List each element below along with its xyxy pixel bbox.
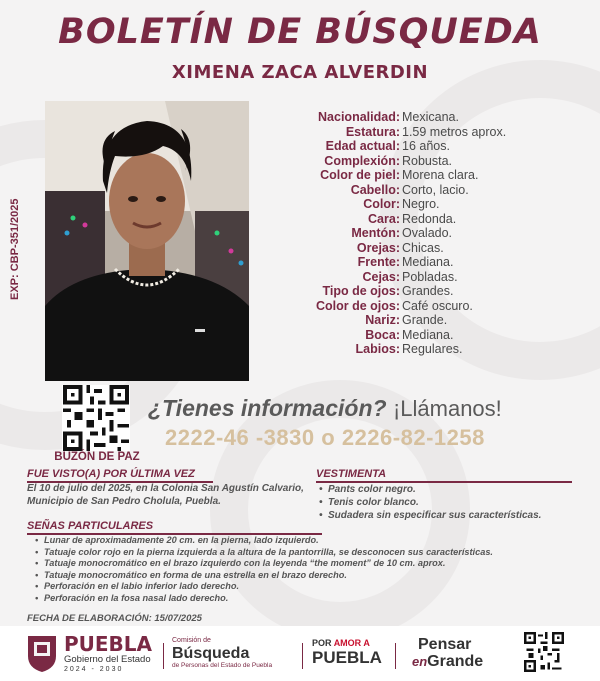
detail-row xyxy=(258,284,588,299)
detail-label: Edad actual: xyxy=(325,139,400,153)
divider xyxy=(395,643,396,669)
detail-label: Nacionalidad: xyxy=(318,110,400,124)
person-name: XIMENA ZACA ALVERDIN xyxy=(171,62,429,83)
detail-label: Color de piel: xyxy=(320,168,400,182)
marks-heading: SEÑAS PARTICULARES xyxy=(27,520,322,535)
detail-value: Robusta. xyxy=(402,153,453,168)
detail-row xyxy=(258,299,588,314)
mark-item: • Perforación en el labio inferior lado derecho. xyxy=(32,581,493,593)
last-seen-heading: FUE VISTO(A) POR ÚLTIMA VEZ xyxy=(27,468,213,483)
buzon-qr-code[interactable] xyxy=(62,385,130,451)
last-seen-text: El 10 de julio del 2025, en la Colonia San Agustín Calvario, Municipio de San Pedro Cholula, Puebla. xyxy=(27,483,304,507)
mark-item: • Lunar de aproximadamente 20 cm. en la pierna, lado izquierdo. xyxy=(32,535,493,547)
detail-value: Corto, lacio. xyxy=(402,182,469,197)
detail-value: Mexicana. xyxy=(402,110,459,124)
detail-value: Negro. xyxy=(402,197,440,211)
divider xyxy=(302,643,303,669)
detail-row xyxy=(258,183,588,198)
state-coat-of-arms-icon xyxy=(25,632,59,674)
puebla-government-logo xyxy=(64,634,154,674)
detail-row xyxy=(258,313,588,328)
detail-label: Cabello: xyxy=(350,182,400,197)
detail-row xyxy=(258,241,588,256)
detail-value: 1.59 metros aprox. xyxy=(402,124,507,139)
buzon-label: BUZÓN DE PAZ xyxy=(54,451,140,463)
clothing-item: • Tenis color blanco. xyxy=(316,496,541,509)
detail-label: Color: xyxy=(363,197,400,211)
marks-list xyxy=(32,535,493,604)
info-question: ¿Tienes información? xyxy=(148,395,387,421)
term-years: 2024 - 2030 xyxy=(64,666,124,673)
divider xyxy=(163,643,164,669)
detail-label: Frente: xyxy=(357,255,400,269)
detail-row xyxy=(258,255,588,270)
mark-item: • Tatuaje color rojo en la pierna izquierda a la altura de la pantorrilla, se desconocen sus características. xyxy=(32,547,493,559)
por-amor-a-puebla-logo xyxy=(312,638,390,667)
pensar-en-grande-logo xyxy=(412,636,504,670)
mark-item: • Tatuaje monocromático en el brazo izquierdo con la leyenda “the moment” de 10 cm. aprox. xyxy=(32,558,493,570)
clothing-heading: VESTIMENTA xyxy=(316,468,572,483)
detail-row xyxy=(258,168,588,183)
detail-label: Complexión: xyxy=(324,153,400,168)
clothing-list xyxy=(316,483,541,522)
detail-row xyxy=(258,328,588,343)
detail-row xyxy=(258,270,588,285)
detail-row xyxy=(258,154,588,169)
puebla-wordmark: PUEBLA xyxy=(64,632,153,656)
detail-value: Mediana. xyxy=(402,327,454,342)
detail-value: Regulares. xyxy=(402,342,463,356)
phone-number-1[interactable]: 2222-46 -3830 xyxy=(165,425,315,450)
clothing-item: • Sudadera sin especificar sus características. xyxy=(316,509,541,522)
gobierno-label: Gobierno del Estado xyxy=(64,654,151,665)
detail-label: Orejas: xyxy=(356,240,400,255)
grande-text: Grande xyxy=(427,653,484,670)
detail-value: Mediana. xyxy=(402,255,454,269)
detail-row xyxy=(258,110,588,125)
footer-qr-code[interactable] xyxy=(524,632,564,672)
physical-description xyxy=(258,110,588,357)
detail-label: Color de ojos: xyxy=(315,298,400,313)
detail-value: Morena clara. xyxy=(402,168,479,182)
phone-number-2[interactable]: 2226-82-1258 xyxy=(341,425,485,450)
detail-row xyxy=(258,197,588,212)
detail-row xyxy=(258,139,588,154)
mark-item: • Tatuaje monocromático en forma de una estrella en el brazo derecho. xyxy=(32,570,493,582)
mark-item: • Perforación en la fosa nasal lado derecho. xyxy=(32,593,493,605)
phone-numbers xyxy=(165,425,485,451)
comision-subtitle: de Personas del Estado de Puebla xyxy=(172,662,273,669)
detail-row xyxy=(258,342,588,357)
detail-label: Nariz: xyxy=(365,313,400,327)
detail-value: 16 años. xyxy=(402,139,450,153)
detail-value: Chicas. xyxy=(402,240,444,255)
por-text: POR xyxy=(312,638,332,648)
clothing-item: • Pants color negro. xyxy=(316,483,541,496)
detail-value: Grande. xyxy=(402,313,448,327)
call-us: ¡Llámanos! xyxy=(392,396,502,421)
file-number: EXP: CBP-351/2025 xyxy=(9,198,21,300)
detail-value: Café oscuro. xyxy=(402,298,473,313)
missing-person-photo xyxy=(45,101,249,381)
detail-row xyxy=(258,226,588,241)
bulletin-title: BOLETÍN DE BÚSQUEDA xyxy=(58,12,542,52)
detail-label: Estatura: xyxy=(345,124,400,139)
comision-busqueda-logo xyxy=(172,636,302,670)
phone-separator: o xyxy=(321,425,336,450)
elaboration-date: FECHA DE ELABORACIÓN: 15/07/2025 xyxy=(27,613,202,624)
detail-label: Tipo de ojos: xyxy=(322,284,400,298)
pensar-text: Pensar xyxy=(418,636,472,653)
detail-label: Mentón: xyxy=(351,226,400,240)
detail-label: Boca: xyxy=(365,327,400,342)
detail-label: Labios: xyxy=(355,342,400,356)
detail-row xyxy=(258,212,588,227)
amor-text: AMOR A xyxy=(333,638,370,648)
detail-row xyxy=(258,125,588,140)
comision-small-label: Comisión de xyxy=(172,637,211,644)
en-text: en xyxy=(412,654,428,669)
detail-value: Pobladas. xyxy=(402,269,458,284)
detail-label: Cejas: xyxy=(362,269,400,284)
detail-value: Ovalado. xyxy=(402,226,453,240)
detail-label: Cara: xyxy=(368,211,400,226)
detail-value: Redonda. xyxy=(402,211,457,226)
info-prompt xyxy=(148,395,502,422)
busqueda-wordmark: Búsqueda xyxy=(172,645,250,662)
detail-value: Grandes. xyxy=(402,284,454,298)
puebla-text: PUEBLA xyxy=(312,648,382,667)
